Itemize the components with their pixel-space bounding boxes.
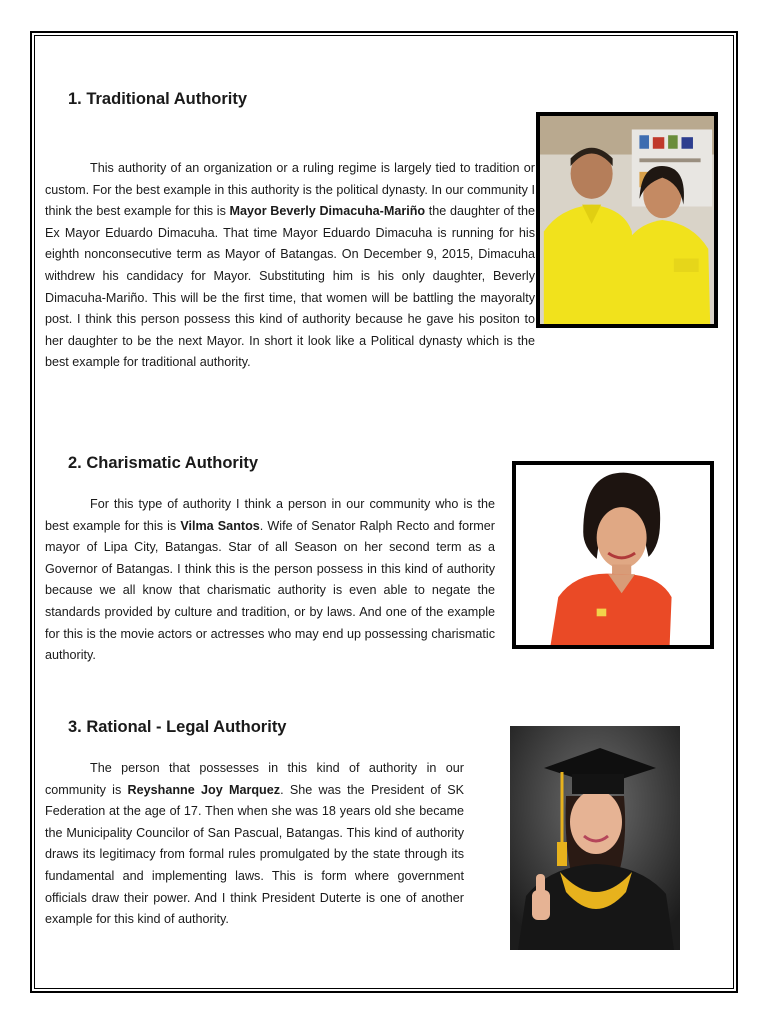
section-1-paragraph bbox=[45, 158, 535, 374]
section-3-text-a: The person that possesses in this kind of authority in our community is bbox=[45, 761, 464, 797]
section-3-paragraph bbox=[45, 758, 464, 931]
graduation-illustration bbox=[510, 726, 680, 950]
section-2-bold-name: Vilma Santos bbox=[180, 518, 260, 533]
graduation-photo bbox=[510, 726, 680, 950]
section-1-text-b: the daughter of the Ex Mayor Eduardo Dimacuha. That time Mayor Eduardo Dimacuha is running for his eighth nonconsecutive term as Mayor of Batangas. On December 9, 2015, Dimacuha withdrew his candidacy for Mayor. Substituting him is his only daughter, Beverly Dimacuha-Mariño. This will be the first time, that women will be battling the mayoralty post. I think this person possess this kind of authority because he gave his positon to her daughter to be the next Mayor. In short it look like a Political dynasty which is the best example for traditional authority. bbox=[45, 204, 535, 370]
section-1-bold-name: Mayor Beverly Dimacuha-Mariño bbox=[229, 204, 426, 219]
section-3-heading: 3. Rational - Legal Authority bbox=[68, 718, 287, 736]
couple-photo bbox=[536, 112, 718, 328]
section-1-text-a: This authority of an organization or a ruling regime is largely tied to tradition or custom. For the best example in this authority is the political dynasty. In our community I think the best example for this is bbox=[45, 161, 535, 219]
section-2-text-a: For this type of authority I think a person in our community who is the best example for this is bbox=[45, 497, 495, 533]
section-2-heading: 2. Charismatic Authority bbox=[68, 454, 259, 472]
section-2-paragraph bbox=[45, 494, 495, 667]
woman-red-shirt-photo bbox=[512, 461, 714, 649]
section-3-text-b: . She was the President of SK Federation at the age of 17. Then when she was 18 years old she became the Municipality Councilor of San Pascual, Batangas. This kind of authority draws its legitimacy from formal rules promulgated by the state through its fundamental and implementing laws. This is form where government officials draw their power. And I think President Duterte is one of another example for this kind of authority. bbox=[45, 782, 465, 927]
section-3-bold-name: Reyshanne Joy Marquez bbox=[127, 782, 281, 797]
section-1-heading: 1. Traditional Authority bbox=[68, 90, 248, 108]
woman-red-shirt-illustration bbox=[516, 465, 710, 645]
couple-photo-illustration bbox=[540, 116, 714, 324]
section-2-text-b: . Wife of Senator Ralph Recto and former mayor of Lipa City, Batangas. Star of all Season on her second term as a Governor of Batangas. I think this is the person possess in this kind of authority because we all know that charismatic authority is even able to negate the standards provided by culture and tradition, or by laws. And one of the example for this is the movie actors or actresses who may end up possessing charismatic authority. bbox=[45, 518, 495, 663]
